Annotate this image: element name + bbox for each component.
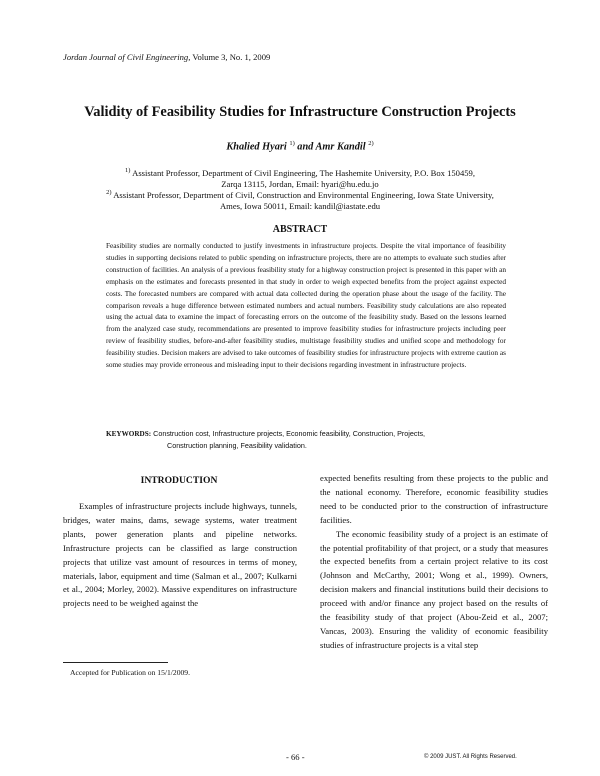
intro-paragraph: The economic feasibility study of a project is an estimate of the potential profitability of that project, or a study that measures the expected benefits from a certain project relative to its cost (Johnson and McCarthy, 2001; Wong et al., 1999). Owners, decision makers and financial institutions build their decisions to proceed with and/or finance any project based on the results of the feasibility study of that project (Abou-Zeid et al., 2007; Vancas, 2003). Ensuring the validity of economic feasibility studies of infrastructure projects is a vital step bbox=[320, 528, 548, 650]
keywords-line: Construction cost, Infrastructure projects, Economic feasibility, Construction, Projects, bbox=[153, 429, 426, 438]
author-line bbox=[0, 140, 600, 152]
intro-heading: INTRODUCTION bbox=[140, 475, 218, 486]
author-joiner: and bbox=[294, 141, 316, 153]
affiliation-line: Zarqa 13115, Jordan, Email: hyari@hu.edu.jo bbox=[221, 179, 379, 190]
paper-title: Validity of Feasibility Studies for Infrastructure Construction Projects bbox=[84, 104, 516, 120]
affiliation-line: Assistant Professor, Department of Civil Engineering, The Hashemite University, P.O. Box 150459, bbox=[132, 167, 475, 178]
abstract-heading: ABSTRACT bbox=[272, 224, 328, 235]
journal-volume: Volume 3, No. 1, 2009 bbox=[192, 52, 271, 62]
right-column bbox=[320, 472, 548, 653]
intro-paragraph: expected benefits resulting from these projects to the public and the national economy. Therefore, economic feasibility studies need to be conducted prior to the construction of infrastructure facilities. bbox=[320, 473, 548, 525]
affiliation-line: Assistant Professor, Department of Civil, Construction and Environmental Engineering, Iowa State University, bbox=[113, 189, 494, 200]
affiliation-mark: 1) bbox=[125, 167, 131, 174]
keywords-line: Construction planning, Feasibility validation. bbox=[167, 441, 307, 450]
author-name: Khalied Hyari bbox=[226, 141, 287, 153]
footnote: Accepted for Publication on 15/1/2009. bbox=[70, 668, 190, 677]
author-mark: 2) bbox=[368, 140, 374, 147]
affiliation-line: Ames, Iowa 50011, Email: kandil@iastate.edu bbox=[219, 201, 381, 212]
abstract-text: Feasibility studies are normally conducted to justify investments in infrastructure projects. Despite the vital importance of feasibility studies in supporting decisions related to public spending on infrastructure projects, there are no attempts to evaluate such studies after construction of facilities. An analysis of a previous feasibility study for a highway construction project is presented in this paper with an emphasis on the estimates and forecasts presented in that study in order to weigh expected benefits from the project against expected costs. The forecasted numbers are compared with actual data collected during the operation phase about the usage of the facility. The comparison reveals a huge difference between estimated numbers and actual numbers. Feasibility study calculations are also repeated using the actual data to examine the impact of forecasting errors on the outcome of the feasibility study. Based on the lessons learned from the analyzed case study, recommendations are presented to improve feasibility studies for infrastructure projects including peer review of feasibility studies, before-and-after feasibility studies, multistage feasibility studies and unified scope and methodology for feasibility studies. Decision makers are advised to take outcomes of feasibility studies for infrastructure projects with extreme caution as some studies may provide erroneous and misleading input to their decisions regarding investment in infrastructure projects. bbox=[106, 241, 506, 370]
author-mark: 1) bbox=[289, 140, 295, 147]
affiliation-2 bbox=[85, 187, 515, 213]
author-name: Amr Kandil bbox=[315, 141, 366, 153]
keywords-label: KEYWORDS: bbox=[106, 430, 152, 438]
left-column bbox=[63, 500, 297, 611]
journal-header bbox=[63, 52, 270, 62]
affiliation-mark: 2) bbox=[106, 189, 112, 196]
journal-name: Jordan Journal of Civil Engineering, bbox=[63, 52, 191, 62]
page-number: - 66 - bbox=[286, 752, 305, 762]
copyright-notice: © 2009 JUST. All Rights Reserved. bbox=[424, 754, 517, 760]
footnote-divider bbox=[63, 662, 168, 663]
keywords-block bbox=[106, 428, 510, 452]
intro-paragraph: Examples of infrastructure projects include highways, tunnels, bridges, water mains, dams, sewage systems, water treatment plants, power generation plants and pipeline networks. Infrastructure projects can be classified as large construction projects that utilize vast amount of resources in terms of money, materials, labor, equipment and time (Salman et al., 2007; Kulkarni et al., 2004; Morley, 2002). Massive expenditures on infrastructure projects need to be weighed against the bbox=[63, 501, 297, 609]
